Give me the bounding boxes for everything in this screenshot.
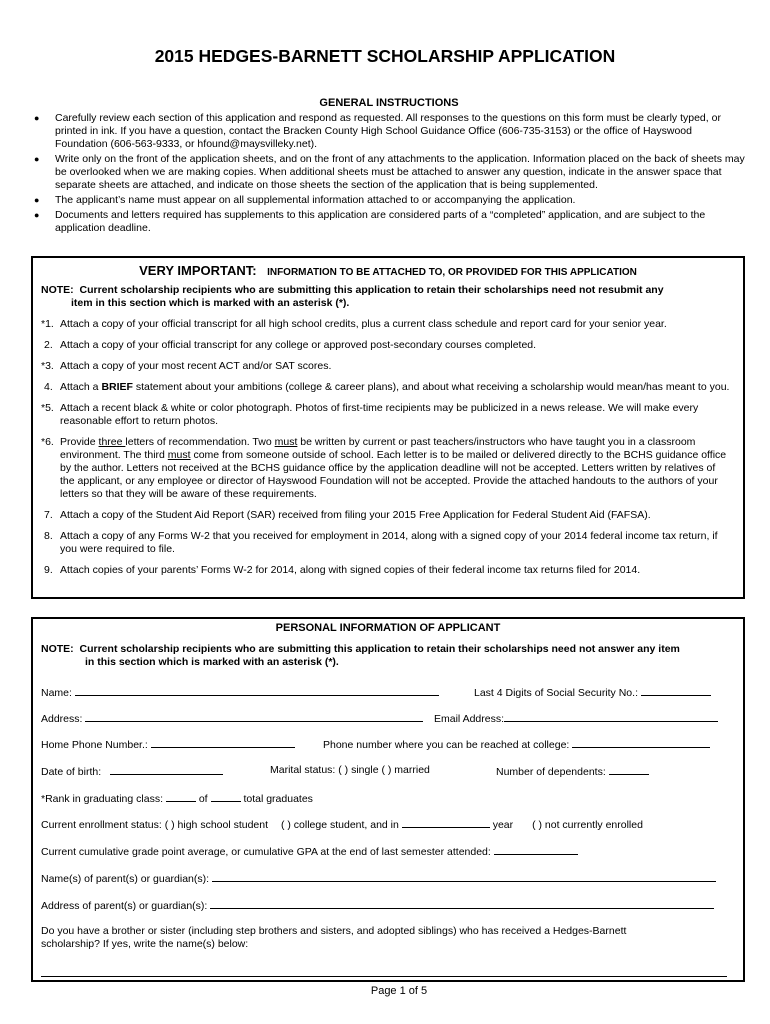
email-row: Email Address:	[434, 711, 718, 725]
marital-status[interactable]: Marital status: ( ) single ( ) married	[270, 764, 430, 776]
enrollment-row: Current enrollment status: ( ) high school student ( ) college student, and in year ( ) not currently enrolled	[41, 819, 643, 831]
list-item: ● Write only on the front of the application sheets, and on the front of any attachments to the application. Information placed on the back of sheets may be overlooked when we are making copies. When additional sheets must be attached to answer any question, indicate in the answer space that separate sheets are attached, and indicate on those sheets the section of the application that is being supplemented.	[34, 153, 745, 191]
gpa-row: Current cumulative grade point average, or cumulative GPA at the end of last semester attended:	[41, 844, 578, 858]
sibling-names-field[interactable]	[41, 976, 727, 977]
attachments-section	[31, 256, 745, 599]
dob-row: Date of birth:	[41, 764, 223, 778]
parents-field[interactable]	[212, 871, 716, 882]
parents-address-field[interactable]	[210, 898, 714, 909]
bullet-icon: ●	[34, 210, 40, 220]
personal-info-heading: PERSONAL INFORMATION OF APPLICANT	[275, 622, 501, 634]
college-phone-field[interactable]	[572, 737, 710, 748]
attachments-heading: VERY IMPORTANT: INFORMATION TO BE ATTACHED TO, OR PROVIDED FOR THIS APPLICATION	[139, 263, 637, 278]
name-field[interactable]	[75, 685, 439, 696]
name-row: Name:	[41, 685, 439, 699]
dependents-row: Number of dependents:	[496, 764, 649, 778]
list-item: 9. Attach copies of your parents’ Forms W-2 for 2014, along with signed copies of their federal income tax returns filed for 2014.	[44, 564, 641, 576]
enroll-college[interactable]: ( ) college student, and in	[280, 819, 399, 831]
gpa-field[interactable]	[494, 844, 578, 855]
personal-info-note: NOTE: Current scholarship recipients who are submitting this application to retain their scholarships need not answer any item in this section which is marked with an asterisk (*).	[41, 643, 680, 668]
ssn-row: Last 4 Digits of Social Security No.:	[474, 685, 711, 699]
list-item: ● Carefully review each section of this application and respond as requested. All responses to the questions on this form must be clearly typed, or printed in ink. If you have a question, contact the Bracken County High School Guidance Office (606-735-3153) or the office of Hayswood Foundation (606-563-9333, or hfound@maysvilleky.net).	[34, 112, 721, 150]
college-year-field[interactable]	[402, 817, 490, 828]
list-item: ● The applicant’s name must appear on all supplemental information attached to or accompanying the application.	[34, 194, 576, 206]
rank-row: *Rank in graduating class: of total graduates	[41, 793, 313, 805]
dependents-field[interactable]	[609, 764, 649, 775]
dob-field[interactable]	[110, 764, 223, 775]
list-item: ● Documents and letters required has supplements to this application are considered parts of a “completed” application, and are subject to the application deadline.	[34, 209, 706, 234]
class-size-field[interactable]	[211, 791, 241, 802]
list-item: *1. Attach a copy of your official transcript for all high school credits, plus a current class schedule and report card for your senior year.	[41, 318, 667, 330]
list-item: 7. Attach a copy of the Student Aid Report (SAR) received from filing your 2015 Free Application for Federal Student Aid (FAFSA).	[44, 509, 651, 521]
list-item: 8. Attach a copy of any Forms W-2 that you received for employment in 2014, along with a signed copy of your 2014 federal income tax return, if you were required to file.	[44, 530, 718, 555]
bullet-icon: ●	[34, 195, 40, 205]
attachments-list	[41, 318, 731, 585]
ssn-field[interactable]	[641, 685, 711, 696]
list-item: *5. Attach a recent black & white or color photograph. Photos of first-time recipients may be publicized in a news release. We will make every reasonable effort to return photos.	[41, 402, 699, 427]
bullet-icon: ●	[34, 154, 40, 164]
general-instructions-list	[34, 112, 746, 237]
list-item: 4. Attach a BRIEF statement about your ambitions (college & career plans), and about what receiving a scholarship would mean/has meant to you.	[44, 381, 730, 393]
list-item: *3. Attach a copy of your most recent ACT and/or SAT scores.	[41, 360, 332, 372]
list-item: *6. Provide three letters of recommendation. Two must be written by current or past teachers/instructors who have taught you in a classroom environment. The third must come from someone outside of school. Each letter is to be mailed or delivered directly to the BCHS guidance office by the author. Letters not received at the BCHS guidance office by the application deadline will not be accepted. Letters written by relatives of the applicant, or any employee or director of Hayswood Foundation will not be accepted. Provide the attached handouts to the authors of your letters so that they will be aware of these requirements.	[41, 436, 727, 500]
address-field[interactable]	[85, 711, 423, 722]
parents-address-row: Address of parent(s) or guardian(s):	[41, 898, 714, 912]
home-phone-field[interactable]	[151, 737, 295, 748]
page-title: 2015 HEDGES-BARNETT SCHOLARSHIP APPLICATION	[154, 46, 616, 66]
college-phone-row: Phone number where you can be reached at college:	[323, 737, 710, 751]
general-instructions-heading: GENERAL INSTRUCTIONS	[319, 97, 459, 109]
rank-field[interactable]	[166, 791, 196, 802]
attachments-note: NOTE: Current scholarship recipients who are submitting this application to retain their scholarships need not resubmit any item in this section which is marked with an asterisk (*).	[41, 284, 664, 309]
address-row: Address:	[41, 711, 423, 725]
enroll-high-school[interactable]: Current enrollment status: ( ) high school student	[41, 819, 269, 831]
personal-info-section	[31, 617, 745, 982]
sibling-question: Do you have a brother or sister (including step brothers and sisters, and adopted siblings) who has received a Hedges-Barnett scholarship? If yes, write the name(s) below:	[41, 925, 627, 950]
list-item: 2. Attach a copy of your official transcript for any college or approved post-secondary courses completed.	[44, 339, 537, 351]
home-phone-row: Home Phone Number.:	[41, 737, 295, 751]
bullet-icon: ●	[34, 113, 40, 123]
email-field[interactable]	[504, 711, 718, 722]
enroll-none[interactable]: ( ) not currently enrolled	[532, 819, 643, 831]
parents-row: Name(s) of parent(s) or guardian(s):	[41, 871, 716, 885]
page-number: Page 1 of 5	[370, 985, 428, 997]
